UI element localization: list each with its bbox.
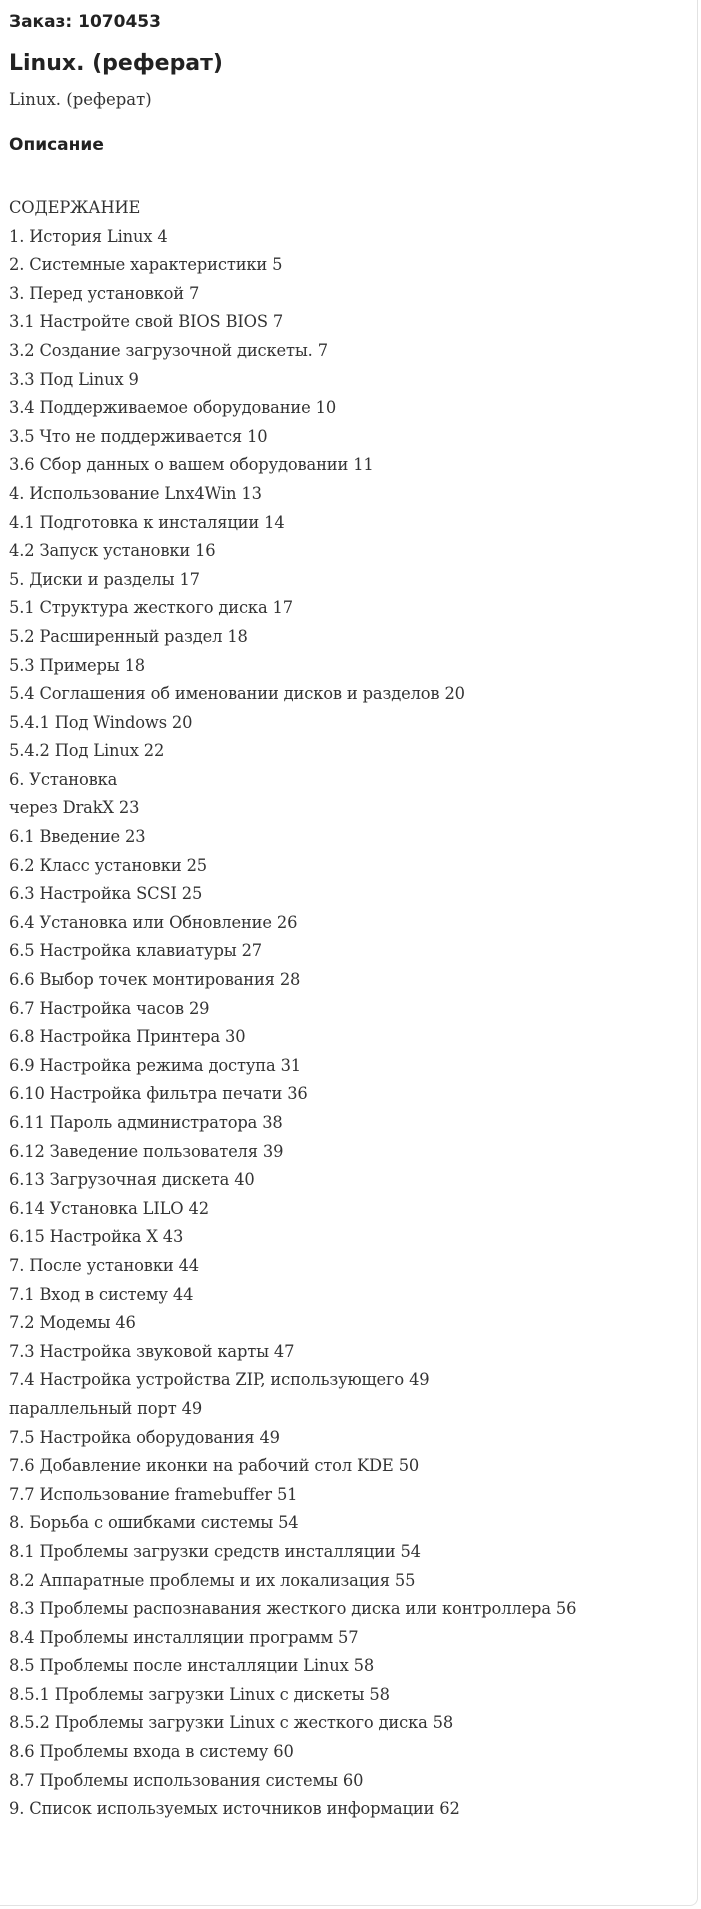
toc-entry: 7.4 Настройка устройства ZIP, использующего 49 bbox=[9, 1370, 430, 1390]
toc-entry: 7.7 Использование framebuffer 51 bbox=[9, 1484, 298, 1504]
toc-entry: 3.1 Настройте свой BIOS BIOS 7 bbox=[9, 312, 284, 332]
toc-entry: 6.8 Настройка Принтера 30 bbox=[9, 1027, 246, 1047]
toc-entry: 6.5 Настройка клавиатуры 27 bbox=[9, 941, 262, 961]
toc-entry: 4. Использование Lnx4Win 13 bbox=[9, 483, 262, 503]
toc-entry: 8.5 Проблемы после инсталляции Linux 58 bbox=[9, 1656, 375, 1676]
description-heading: Описание bbox=[9, 135, 104, 155]
toc-entry: через DrakX 23 bbox=[9, 798, 140, 818]
toc-entry: 8.3 Проблемы распознавания жесткого диска или контроллера 56 bbox=[9, 1599, 577, 1619]
work-title: Linux. (реферат) bbox=[9, 51, 223, 76]
toc-entry: 7.2 Модемы 46 bbox=[9, 1313, 136, 1333]
toc-entry: 8.2 Аппаратные проблемы и их локализация 55 bbox=[9, 1570, 416, 1590]
table-of-contents bbox=[9, 194, 691, 1824]
toc-entry: 3.6 Сбор данных о вашем оборудовании 11 bbox=[9, 455, 374, 475]
toc-entry: 5.4 Соглашения об именовании дисков и разделов 20 bbox=[9, 684, 465, 704]
toc-entry: 6.9 Настройка режима доступа 31 bbox=[9, 1055, 301, 1075]
toc-entry: 7.6 Добавление иконки на рабочий стол KDE 50 bbox=[9, 1456, 420, 1476]
toc-entry: 5.4.2 Под Linux 22 bbox=[9, 741, 165, 761]
toc-entry: 8.6 Проблемы входа в систему 60 bbox=[9, 1742, 294, 1762]
toc-entry: 5.1 Структура жесткого диска 17 bbox=[9, 598, 293, 618]
work-subtitle: Linux. (реферат) bbox=[9, 90, 152, 109]
toc-entry: 7.3 Настройка звуковой карты 47 bbox=[9, 1341, 295, 1361]
toc-entry: 6.3 Настройка SCSI 25 bbox=[9, 884, 203, 904]
toc-entry: 6. Установка bbox=[9, 769, 118, 789]
toc-entry: 5. Диски и разделы 17 bbox=[9, 569, 200, 589]
toc-entry: 4.2 Запуск установки 16 bbox=[9, 541, 216, 561]
toc-entry: 3. Перед установкой 7 bbox=[9, 283, 200, 303]
toc-entry: 7.1 Вход в систему 44 bbox=[9, 1284, 194, 1304]
toc-entry: 6.10 Настройка фильтра печати 36 bbox=[9, 1084, 308, 1104]
toc-entry: 6.11 Пароль администратора 38 bbox=[9, 1113, 283, 1132]
toc-entry: 6.15 Настройка X 43 bbox=[9, 1227, 184, 1247]
order-content bbox=[9, 0, 691, 1824]
toc-entry: 1. История Linux 4 bbox=[9, 226, 168, 246]
toc-entry: 6.6 Выбор точек монтирования 28 bbox=[9, 970, 301, 990]
toc-entry: 6.13 Загрузочная дискета 40 bbox=[9, 1170, 255, 1190]
toc-entry: 6.14 Установка LILO 42 bbox=[9, 1198, 209, 1218]
toc-entry: 6.1 Введение 23 bbox=[9, 827, 146, 847]
toc-entry: 4.1 Подготовка к инсталяции 14 bbox=[9, 512, 285, 532]
toc-entry: 2. Системные характеристики 5 bbox=[9, 255, 283, 275]
order-number: Заказ: 1070453 bbox=[9, 12, 161, 32]
toc-entry: 6.4 Установка или Обновление 26 bbox=[9, 912, 298, 932]
toc-entry: 8.4 Проблемы инсталляции программ 57 bbox=[9, 1627, 359, 1647]
toc-entry: 9. Список используемых источников информации 62 bbox=[9, 1799, 460, 1819]
toc-entry: 6.7 Настройка часов 29 bbox=[9, 998, 210, 1018]
toc-entry: 8.5.2 Проблемы загрузки Linux с жесткого диска 58 bbox=[9, 1713, 454, 1733]
toc-entry: 8.1 Проблемы загрузки средств инсталляции 54 bbox=[9, 1541, 421, 1561]
toc-entry: 5.2 Расширенный раздел 18 bbox=[9, 626, 248, 646]
toc-entry: 6.2 Класс установки 25 bbox=[9, 855, 207, 875]
toc-entry: 5.3 Примеры 18 bbox=[9, 655, 146, 675]
toc-heading: СОДЕРЖАНИЕ bbox=[9, 198, 141, 217]
toc-entry: 8.5.1 Проблемы загрузки Linux с дискеты 58 bbox=[9, 1684, 390, 1704]
toc-entry: 5.4.1 Под Windows 20 bbox=[9, 712, 193, 732]
toc-entry: параллельный порт 49 bbox=[9, 1398, 203, 1418]
toc-entry: 6.12 Заведение пользователя 39 bbox=[9, 1141, 284, 1161]
toc-entry: 8.7 Проблемы использования системы 60 bbox=[9, 1770, 364, 1790]
toc-entry: 8. Борьба с ошибками системы 54 bbox=[9, 1513, 299, 1533]
toc-entry: 3.5 Что не поддерживается 10 bbox=[9, 426, 268, 446]
toc-entry: 7. После установки 44 bbox=[9, 1255, 199, 1275]
toc-entry: 3.4 Поддерживаемое оборудование 10 bbox=[9, 398, 337, 418]
toc-entry: 3.2 Создание загрузочной дискеты. 7 bbox=[9, 340, 328, 360]
toc-entry: 7.5 Настройка оборудования 49 bbox=[9, 1427, 280, 1447]
toc-entry: 3.3 Под Linux 9 bbox=[9, 369, 139, 389]
